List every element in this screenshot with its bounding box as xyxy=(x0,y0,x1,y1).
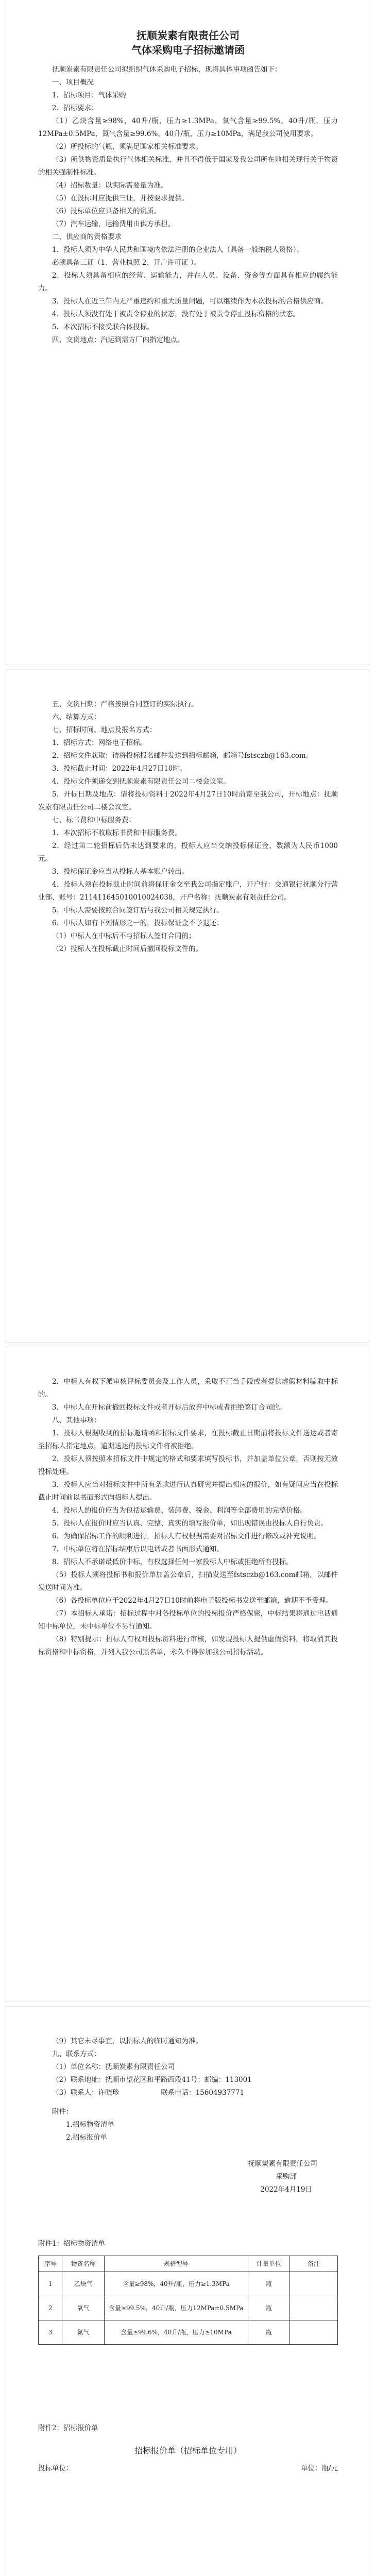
signing-date: 2022年4月19日 xyxy=(260,2185,312,2194)
paragraph: 1．投标人须为中华人民共和国境内依法注册的企业法人（具备一般纳税人资格）。 xyxy=(52,246,303,254)
paragraph: （9）其它未尽事宜，以招标人的临时通知为准。 xyxy=(52,2037,203,2045)
page-1 xyxy=(6,0,369,665)
page-4 xyxy=(6,2007,369,2576)
paragraph: 必须具备三证（1、营业执照 2、开户许可证 ）。 xyxy=(52,259,201,267)
paragraph: （2）联系地址：抚顺市望花区和平路西段41号；邮编：113001 xyxy=(52,2076,252,2084)
paragraph: 九、联系方式： xyxy=(52,2050,101,2058)
paragraph: （2）所投标的气瓶，须满足国家相关标准要求。 xyxy=(52,143,203,151)
paragraph: （7）本招标人承诺：招标过程中对各投标单位的投标报价严格保密，中标结果将通过电话通知中标单位，未中标单位不另行通知。 xyxy=(38,1609,338,1631)
paragraph: 八、其他事项： xyxy=(52,1416,101,1425)
paragraph: 5．投标人在报价时应当认真、完整、真实的填写报价单，如出现错误由投标人自行负责。 xyxy=(52,1519,328,1528)
paragraph: 四、交货地点：汽运到需方厂内指定地点。 xyxy=(52,336,184,344)
spacer xyxy=(38,2099,338,2106)
column-header: 物资名称 xyxy=(62,2256,104,2272)
quote-sheet-heading: 招标报价单（招标单位专用） xyxy=(134,2446,242,2455)
table-cell: 3 xyxy=(39,2320,62,2345)
table-row xyxy=(39,2272,338,2296)
company-title: 抚顺炭素有限责任公司 xyxy=(137,29,240,42)
document-title: 气体采购电子招标邀请函 xyxy=(131,44,245,56)
paragraph: 6．为确保招标工作的顺利进行，招标人有权根据需要对招标文件进行修改或补充说明。 xyxy=(52,1532,321,1540)
paragraph: 7．中标单位将在招标结束后以电话或者书面形式通知。 xyxy=(52,1545,224,1553)
table-cell: 氧气 xyxy=(62,2296,104,2320)
paragraph: 4．投标人须在投标截止时间前将保证金交至我公司指定账户，开户行：交通银行抚顺分行营业部，账号：211411645010010024038，开户名称：抚顺炭素有限责任公司。 xyxy=(38,880,338,902)
column-header: 规格型号 xyxy=(104,2256,248,2272)
page-4-body xyxy=(38,2035,338,2099)
page-1-body xyxy=(38,63,338,347)
page-2-body xyxy=(38,698,338,956)
paragraph: （1）单位名称：抚顺炭素有限责任公司 xyxy=(52,2063,175,2071)
paragraph: （5）投标人须将投标书和报价单加盖公章后，扫描发送至fstsczb@163.com邮箱，以邮件发送时间为准。 xyxy=(38,1571,338,1592)
paragraph: 5．开标日期及地点：请将投标资料于2022年4月27日10时前寄至我公司，开标地点：抚顺炭素有限责任公司二楼会议室。 xyxy=(38,790,338,811)
paragraph: 3．投标截止时间：2022年4月27日10时。 xyxy=(52,765,187,773)
spacer xyxy=(38,57,338,63)
annex-1-table xyxy=(38,2256,338,2345)
paragraph: 1．本次招标不收取标书费和中标服务费。 xyxy=(52,829,182,837)
paragraph: 抚顺炭素有限责任公司拟组织气体采购电子招标，现将具体事项函告如下： xyxy=(52,65,282,74)
unit-label: 单位：瓶/元 xyxy=(300,2464,338,2472)
paragraph: （6）投标单位应具备相关的资质。 xyxy=(52,207,161,215)
column-header: 计量单位 xyxy=(248,2256,289,2272)
paragraph: 2．中标人有权下派审核评标委员会及工作人员，采取不正当手段或者提供虚假材料骗取中标的。 xyxy=(38,1378,338,1399)
paragraph: （3）联系人：许晓珍 联系电话：15604937771 xyxy=(52,2089,245,2097)
paragraph: （4）招标数量：以实际需要量为准。 xyxy=(52,181,168,190)
paragraph: 4．投标人须没有处于被责令停业的状态，没有处于被责令停止投标资格的状态。 xyxy=(52,310,300,318)
paragraph: 1．招标项目：气体采购 xyxy=(52,91,126,99)
paragraph: 2．投标人须具备相应的经营、运输能力，并在人员、设备、资金等方面具有相应的履约能力。 xyxy=(38,272,338,293)
paragraph: 2．投标人须按照本招标文件中规定的格式和要求填写投标书，并加盖单位公章，否则按无效投标处理。 xyxy=(38,1455,338,1476)
spacer xyxy=(38,2435,338,2444)
attachment-item: 1.招标物资清单 xyxy=(66,2121,114,2129)
table-cell: 含量≥99.6%，40升/瓶，压力≥10MPa xyxy=(104,2320,248,2345)
page-1-content xyxy=(38,28,338,347)
annex-1-title: 附件1：招标物资清单 xyxy=(38,2240,106,2248)
paragraph: 6．中标人如有下列情形之一的，投标保证金不予退还： xyxy=(52,919,224,927)
paragraph: 1．招标方式：网络电子招标。 xyxy=(52,739,147,747)
paragraph: 3．投标保证金应当从投标人基本账户转出。 xyxy=(52,868,189,876)
page-4-content xyxy=(38,2035,338,2475)
paragraph: 4．投标人的报价应当为包括运输费、装卸费、税金、利润等全部费用的完整价格。 xyxy=(52,1506,307,1515)
paragraph: （6）各投标单位应于2022年4月27日10时前将电子版投标书发送至邮箱，逾期不予受理。 xyxy=(52,1597,333,1605)
table-cell: 2 xyxy=(39,2296,62,2320)
annex-2-title: 附件2：招标报价单 xyxy=(38,2424,98,2432)
paragraph: （7）汽车运输，运输费用由供方承担。 xyxy=(52,220,175,228)
table-cell: 瓶 xyxy=(248,2320,289,2345)
bidder-label: 投标单位： xyxy=(38,2464,73,2472)
paragraph: 2．招标文件获取：请将投标报名邮件发送到招标邮箱，邮箱号fstsczb@163.com。 xyxy=(52,752,313,760)
paragraph: （8）特别提示：招标人有权对投标资料进行审核，如发现投标人提供虚假资料，将取消其投标资格和中标资格，并列入我公司黑名单，永久不得参加我公司招标活动。 xyxy=(38,1635,338,1656)
page-3 xyxy=(6,1347,369,2002)
spacer xyxy=(38,2345,338,2422)
paragraph: （5）在投标时应提供三证，并按要求提供。 xyxy=(52,194,189,202)
quote-sheet-meta xyxy=(38,2462,338,2475)
table-cell: 氮气 xyxy=(62,2320,104,2345)
paragraph: 5．中标人需要按照合同签订后与我公司相关规定执行。 xyxy=(52,906,224,914)
paragraph: 七、招标时间、地点及报名方式： xyxy=(52,726,157,734)
signer-dept: 采购部 xyxy=(276,2173,297,2181)
page-2-content xyxy=(38,698,338,956)
signer-name: 抚顺炭素有限责任公司 xyxy=(248,2160,317,2168)
table-cell xyxy=(290,2296,338,2320)
table-cell: 瓶 xyxy=(248,2272,289,2296)
paragraph: 3．投标人在近三年内无严重违约和重大质量问题，可以继续作为本次投标的合格供应商。 xyxy=(52,297,328,306)
paragraph: （3）所供物资质量执行气体相关标准，并且不得低于国家及我公司所在地相关现行关于物资的相关强制性标准。 xyxy=(38,156,338,177)
column-header: 备注 xyxy=(290,2256,338,2272)
table-row xyxy=(39,2320,338,2345)
paragraph: 五、交货日期：严格按照合同签订的实际执行。 xyxy=(52,700,198,708)
paragraph: 二、供应商的资格要求 xyxy=(52,233,122,241)
spacer xyxy=(38,2196,338,2238)
paragraph: 4．投标文件须递交到抚顺炭素有限责任公司二楼会议室。 xyxy=(52,777,231,786)
paragraph: 3．投标人应当对招标文件中所有条款进行认真研究并提出相应的报价，如有疑问应当在投标截止时间前以书面形式向招标人提出。 xyxy=(38,1481,338,1502)
table-row xyxy=(39,2296,338,2320)
table-cell: 1 xyxy=(39,2272,62,2296)
spacer xyxy=(38,2144,338,2158)
attachments-label: 附件： xyxy=(52,2108,73,2116)
paragraph: （1）中标人在中标后不与招标人签订合同的； xyxy=(52,932,196,940)
page-2 xyxy=(6,670,369,1342)
page-3-body xyxy=(38,1376,338,1659)
paragraph: （2）投标人在投标截止时间后撤回投标文件的。 xyxy=(52,945,203,953)
annex-1-table-body xyxy=(39,2272,338,2345)
table-header-row xyxy=(39,2256,338,2272)
paragraph: （1）乙炔含量≥98%，40升/瓶，压力≥1.3MPa，氧气含量≥99.5%，40升/瓶，压力12MPa±0.5MPa，氮气含量≥99.6%，40升/瓶，压力≥10MPa，满足我公司使用要求。 xyxy=(38,117,338,138)
table-cell: 含量≥99.5%，40升/瓶，压力12MPa±0.5MPa xyxy=(104,2296,248,2320)
column-header: 序号 xyxy=(39,2256,62,2272)
paragraph: 8．招标人不承诺最低价中标，有权选择任何一家投标人中标或拒绝所有投标。 xyxy=(52,1558,293,1566)
table-cell xyxy=(290,2272,338,2296)
paragraph: 3．中标人在开标前撤回投标文件或者开标后放弃中标或者拒绝签订合同的。 xyxy=(52,1403,286,1412)
paragraph: 5．本次招标不接受联合体投标。 xyxy=(52,323,154,331)
paragraph: 1．投标人根据收到的招标邀请函和招标文件要求，在投标截止日期前将投标文件送达或者寄至招标人指定地点，逾期送达的投标文件将被拒绝。 xyxy=(38,1429,338,1450)
attachment-item: 2.招标报价单 xyxy=(66,2133,108,2142)
table-cell: 乙炔气 xyxy=(62,2272,104,2296)
paragraph: 一、项目概况 xyxy=(52,78,94,87)
table-cell: 瓶 xyxy=(248,2296,289,2320)
page-3-content xyxy=(38,1376,338,1659)
paragraph: 2．招标要求： xyxy=(52,104,98,112)
spacer xyxy=(38,2250,338,2256)
paragraph: 2．经过第二轮招标后仍未达到要求的，投标人应当交纳投标保证金，数额为人民币1000元。 xyxy=(38,842,338,863)
paragraph: 六、结算方式： xyxy=(52,713,101,721)
table-cell xyxy=(290,2320,338,2345)
paragraph: 七、标书费和中标服务费： xyxy=(52,816,135,824)
table-cell: 含量≥98%，40升/瓶，压力≥1.3MPa xyxy=(104,2272,248,2296)
